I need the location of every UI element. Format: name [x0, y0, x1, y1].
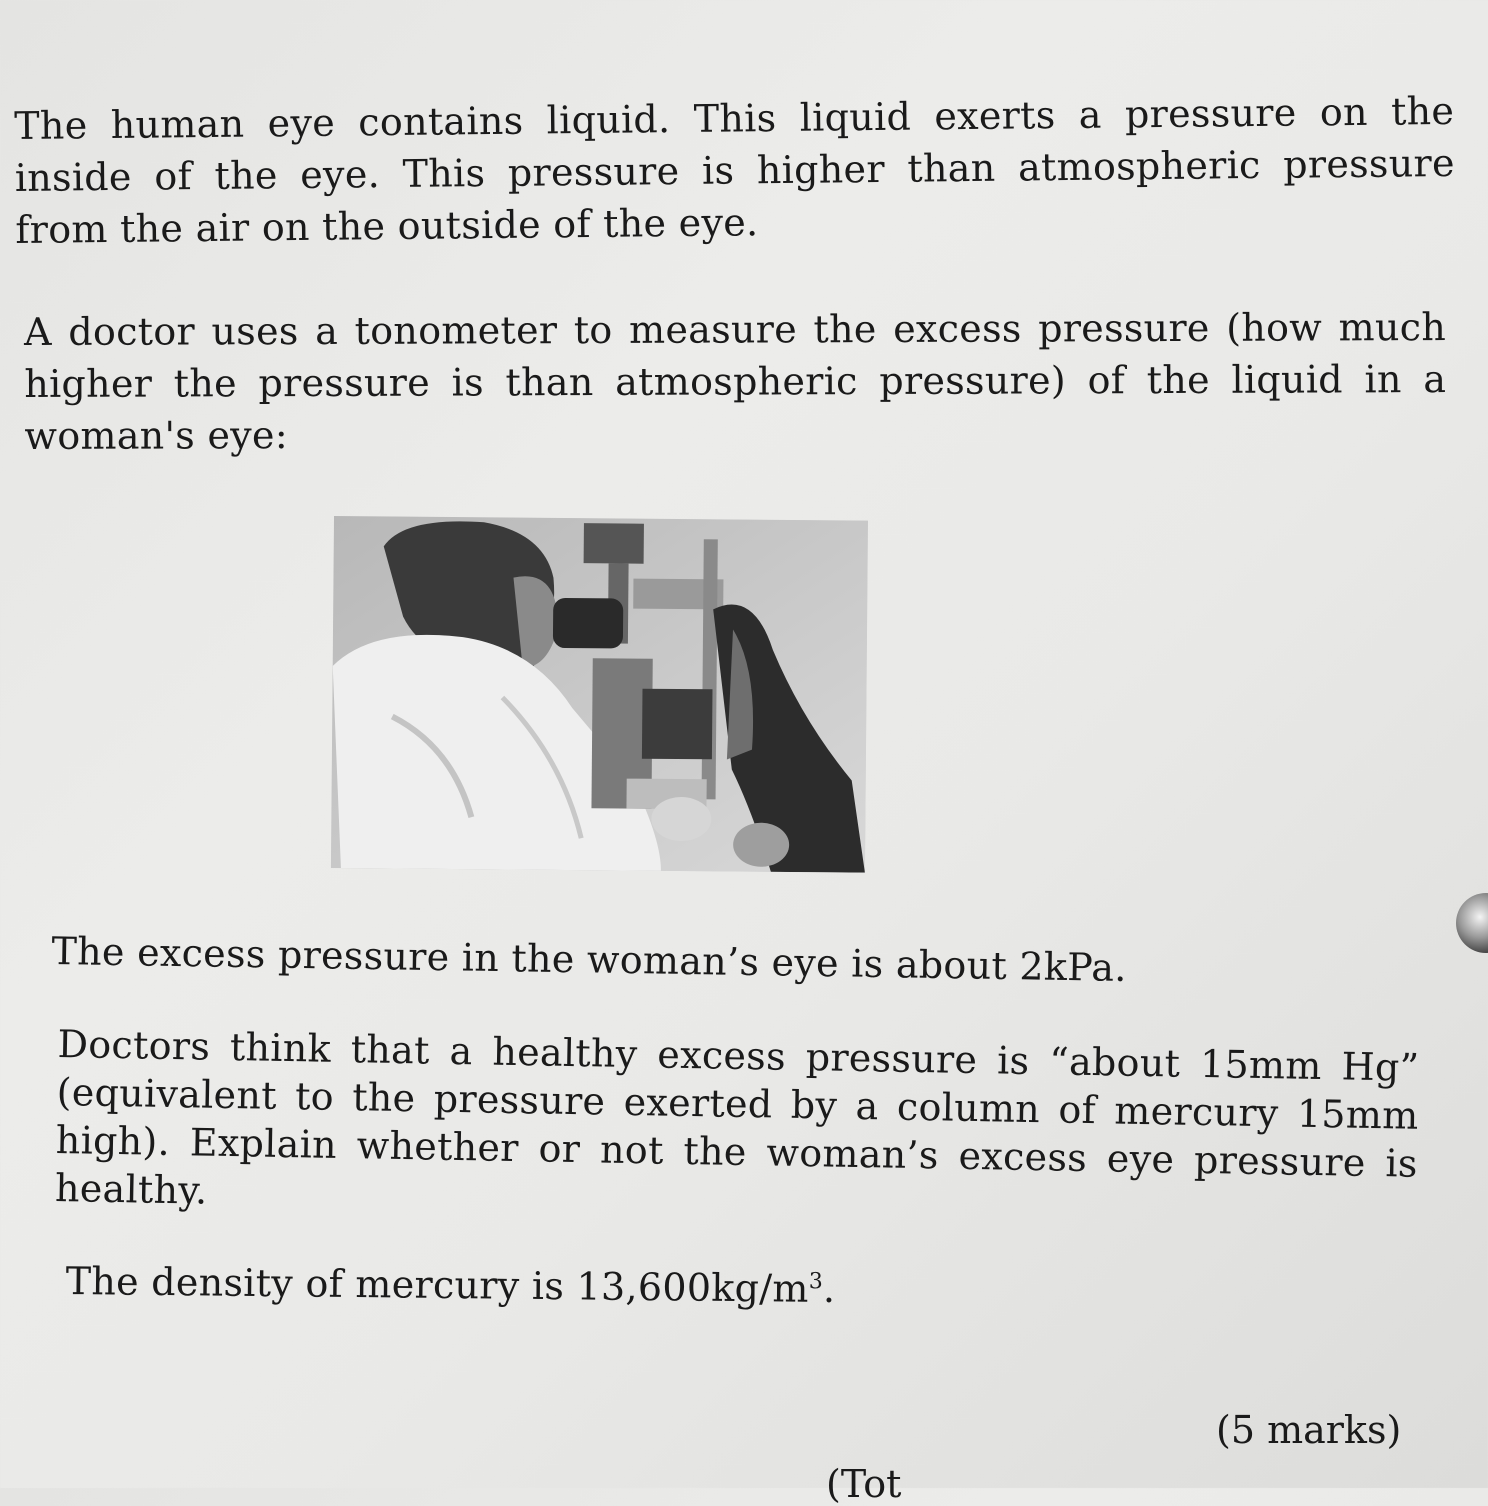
excess-pressure-statement: The excess pressure in the woman’s eye is about 2kPa.	[51, 928, 1128, 990]
density-exponent: 3	[808, 1269, 824, 1295]
total-label-cut: (Tot	[826, 1462, 902, 1506]
photo-doctor-tonometer	[331, 516, 868, 873]
density-period: .	[822, 1266, 836, 1312]
binder-ring-icon	[1456, 893, 1488, 953]
tonometer-paragraph: A doctor uses a tonometer to measure the excess pressure (how much higher the pressure is than atmospheric pressure) of the liquid in a woman's eye:	[24, 305, 1447, 458]
intro-paragraph: The human eye contains liquid. This liquid exerts a pressure on the inside of the eye. This pressure is higher than atmospheric pressure from the air on the outside of the eye.	[14, 88, 1455, 252]
density-text: The density of mercury is 13,600kg/m	[65, 1258, 809, 1311]
mercury-density-line	[65, 1255, 965, 1316]
marks-label: (5 marks)	[1216, 1408, 1402, 1452]
question-paragraph: Doctors think that a healthy excess pressure is “about 15mm Hg” (equivalent to the pressure exerted by a column of mercury 15mm high). Explain whether or not the woman’s excess eye pressure is healthy.	[54, 1021, 1420, 1213]
